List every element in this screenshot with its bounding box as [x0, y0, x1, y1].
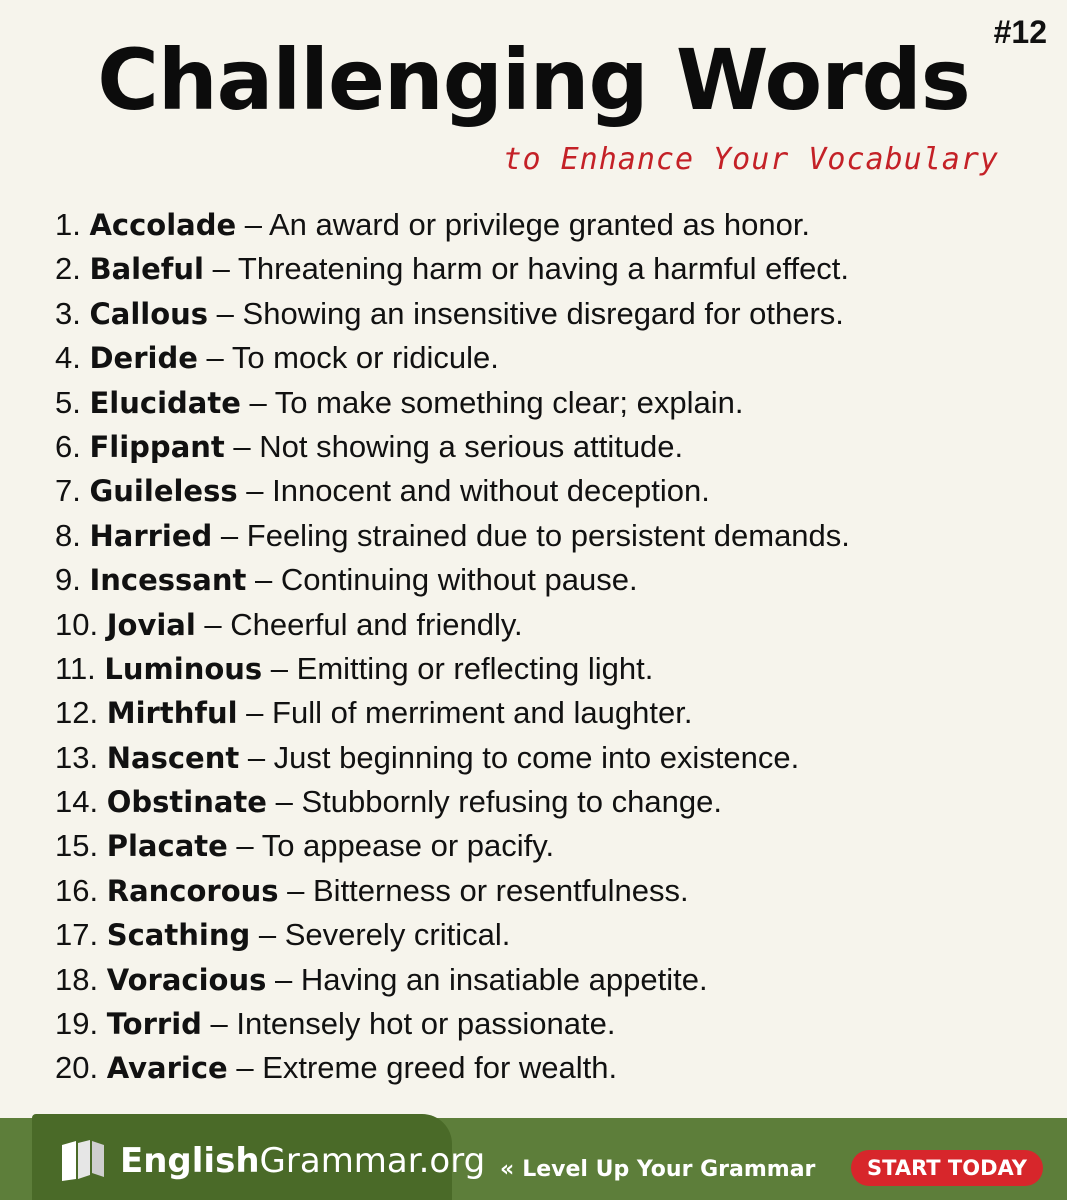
item-number: 19.: [55, 1006, 99, 1042]
item-definition: To appease or pacify.: [261, 828, 555, 864]
item-definition: Emitting or reflecting light.: [296, 650, 654, 686]
item-word: Mirthful: [106, 696, 238, 731]
list-item: [55, 1046, 1045, 1090]
item-word: Incessant: [89, 563, 247, 598]
list-item: [55, 647, 1045, 691]
item-definition: Having an insatiable appetite.: [300, 961, 708, 997]
item-separator: –: [266, 784, 302, 820]
list-item: [55, 958, 1045, 1002]
item-separator: –: [195, 606, 231, 642]
item-word: Harried: [89, 518, 213, 553]
item-number: 3.: [55, 295, 81, 331]
item-number: 12.: [55, 695, 99, 731]
item-separator: –: [227, 1050, 263, 1086]
item-definition: To mock or ridicule.: [231, 340, 499, 376]
item-word: Torrid: [106, 1007, 202, 1042]
item-number: 5.: [55, 384, 81, 420]
item-word: Rancorous: [106, 873, 279, 908]
item-word: Luminous: [104, 651, 263, 686]
list-item: [55, 558, 1045, 602]
item-number: 16.: [55, 872, 99, 908]
item-word: Voracious: [106, 962, 267, 997]
item-separator: –: [236, 207, 269, 242]
item-definition: Cheerful and friendly.: [230, 606, 523, 642]
item-separator: –: [197, 340, 232, 376]
item-word: Obstinate: [106, 785, 267, 820]
brand-logo-text: [120, 1141, 485, 1181]
item-separator: –: [237, 695, 273, 731]
item-number: 9.: [55, 562, 81, 598]
tagline-text: Level Up Your Grammar: [522, 1157, 816, 1182]
item-definition: Bitterness or resentfulness.: [313, 872, 689, 908]
brand-logo-bold: English: [120, 1141, 260, 1181]
item-number: 18.: [55, 961, 99, 997]
list-item: [55, 603, 1045, 647]
list-item: [55, 425, 1045, 469]
item-number: 20.: [55, 1050, 99, 1086]
list-item: [55, 336, 1045, 380]
item-separator: –: [203, 251, 238, 287]
item-word: Elucidate: [89, 385, 241, 420]
item-word: Avarice: [106, 1051, 228, 1086]
item-number: 7.: [55, 473, 81, 509]
book-icon: [58, 1139, 110, 1183]
item-separator: –: [266, 961, 301, 997]
item-word: Jovial: [106, 607, 196, 642]
item-number: 10.: [55, 606, 99, 642]
list-item: [55, 736, 1045, 780]
item-number: 1.: [55, 207, 81, 242]
item-separator: –: [227, 828, 262, 864]
item-definition: Threatening harm or having a harmful effect.: [237, 251, 850, 287]
item-definition: Feeling strained due to persistent demands.: [246, 517, 850, 553]
item-number: 15.: [55, 828, 99, 864]
list-item: [55, 824, 1045, 868]
item-separator: –: [250, 917, 285, 953]
item-definition: Stubbornly refusing to change.: [301, 784, 722, 820]
item-definition: Innocent and without deception.: [272, 473, 710, 509]
item-word: Baleful: [89, 252, 204, 287]
item-separator: –: [201, 1006, 237, 1042]
list-item: [55, 469, 1045, 513]
item-separator: –: [208, 295, 243, 331]
item-word: Deride: [89, 341, 198, 376]
item-word: Flippant: [89, 429, 225, 464]
list-item: [55, 1002, 1045, 1046]
item-separator: –: [212, 517, 247, 553]
item-definition: An award or privilege granted as honor.: [268, 207, 811, 242]
item-definition: Not showing a serious attitude.: [259, 428, 684, 464]
list-item: [55, 514, 1045, 558]
list-item: [55, 913, 1045, 957]
item-number: 6.: [55, 428, 81, 464]
item-definition: Showing an insensitive disregard for others.: [242, 295, 844, 331]
item-definition: Continuing without pause.: [280, 562, 638, 598]
item-definition: Just beginning to come into existence.: [273, 739, 800, 775]
item-separator: –: [278, 872, 313, 908]
item-word: Callous: [89, 296, 209, 331]
list-item: [55, 381, 1045, 425]
item-number: 2.: [55, 251, 81, 287]
item-number: 11.: [55, 650, 96, 686]
list-item: [55, 869, 1045, 913]
item-definition: Full of merriment and laughter.: [272, 695, 693, 731]
tagline: [500, 1157, 815, 1182]
list-item: [55, 247, 1045, 291]
item-definition: Intensely hot or passionate.: [236, 1006, 616, 1042]
item-number: 8.: [55, 517, 81, 553]
item-word: Scathing: [106, 918, 251, 953]
edition-number: #12: [993, 14, 1047, 50]
item-number: 13.: [55, 739, 99, 775]
brand-logo-regular: Grammar.org: [259, 1141, 486, 1181]
item-definition: To make something clear; explain.: [274, 384, 744, 420]
item-definition: Severely critical.: [284, 917, 511, 953]
item-definition: Extreme greed for wealth.: [262, 1050, 618, 1086]
word-list: [55, 203, 1045, 1091]
item-word: Guileless: [89, 474, 238, 509]
list-item: [55, 780, 1045, 824]
item-word: Accolade: [89, 208, 237, 242]
item-word: Placate: [106, 829, 228, 864]
list-item: [55, 691, 1045, 735]
item-separator: –: [246, 562, 281, 598]
item-separator: –: [262, 650, 297, 686]
item-number: 14.: [55, 784, 99, 820]
start-today-button[interactable]: START TODAY: [851, 1150, 1043, 1186]
item-separator: –: [240, 384, 275, 420]
page-subtitle: to Enhance Your Vocabulary: [503, 142, 999, 177]
brand-logo[interactable]: [58, 1136, 485, 1186]
item-number: 17.: [55, 917, 99, 953]
item-number: 4.: [55, 340, 81, 376]
list-item: [55, 203, 1045, 247]
item-word: Nascent: [106, 740, 240, 775]
item-separator: –: [237, 473, 273, 509]
page-title: Challenging Words: [97, 31, 970, 129]
item-separator: –: [224, 428, 260, 464]
double-chevron-left-icon: «: [500, 1157, 515, 1182]
list-item: [55, 292, 1045, 336]
item-separator: –: [239, 739, 274, 775]
